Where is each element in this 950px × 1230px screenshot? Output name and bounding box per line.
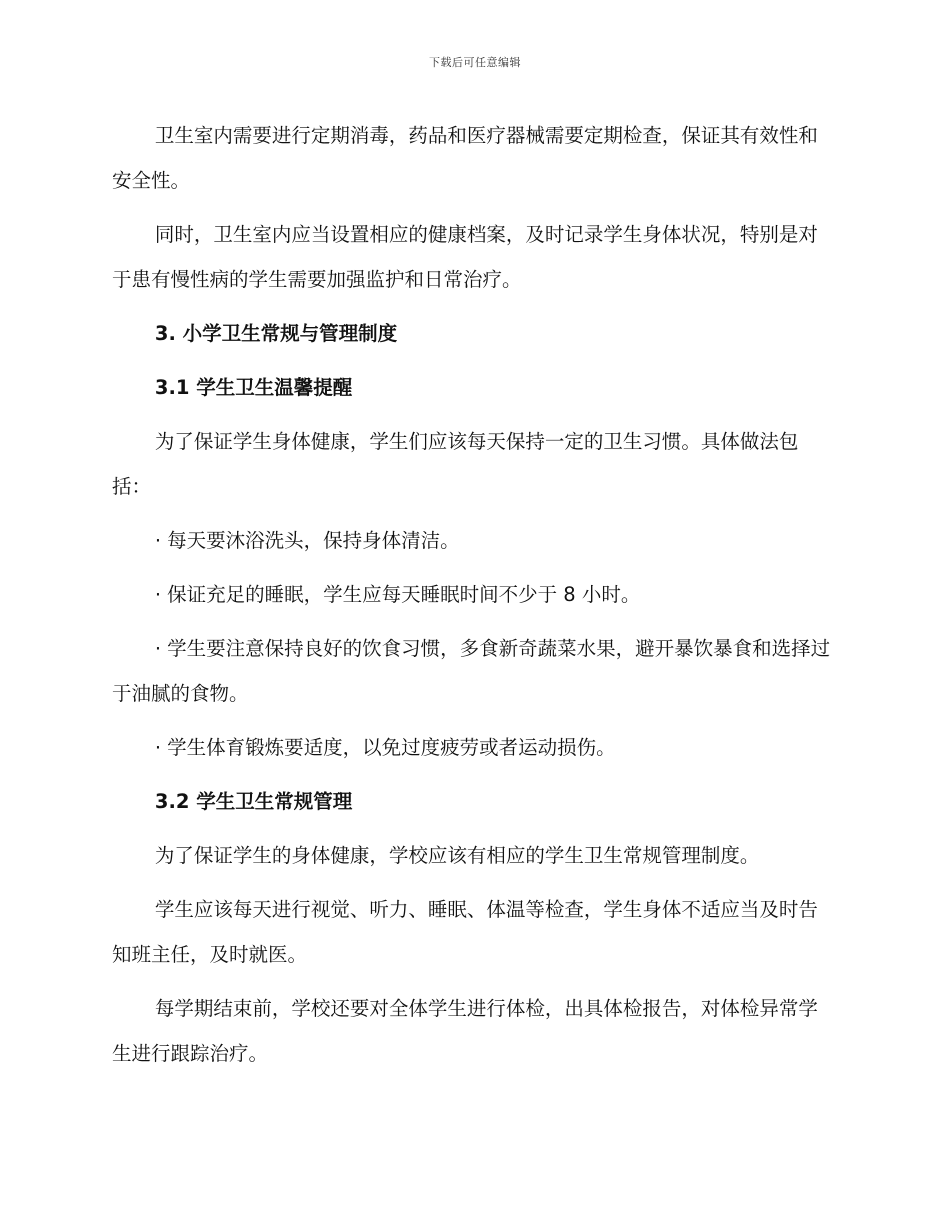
subsection-heading-3-1: 3.1 学生卫生温馨提醒 — [154, 376, 353, 399]
bullet-dot-icon: · — [154, 529, 162, 552]
paragraph-management-system: 为了保证学生的身体健康，学校应该有相应的学生卫生常规管理制度。 — [154, 844, 760, 867]
bullet-text: 每天要沐浴洗头，保持身体清洁。 — [167, 529, 460, 552]
bullet-item — [112, 626, 832, 716]
bullet-dot-icon: · — [154, 583, 162, 606]
bullet-text: 学生要注意保持良好的饮食习惯，多食新奇蔬菜水果，避开暴饮暴食和选择过于油腻的食物。 — [112, 637, 831, 705]
paragraph-disinfection: 卫生室内需要进行定期消毒，药品和医疗器械需要定期检查，保证其有效性和安全性。 — [112, 124, 818, 192]
bullet-item — [112, 572, 832, 617]
paragraph-hygiene-habits: 为了保证学生身体健康，学生们应该每天保持一定的卫生习惯。具体做法包括： — [112, 430, 799, 498]
bullet-text: 保证充足的睡眠，学生应每天睡眠时间不少于 8 小时。 — [167, 583, 641, 606]
paragraph-daily-checks: 学生应该每天进行视觉、听力、睡眠、体温等检查，学生身体不适应当及时告知班主任，及时就医。 — [112, 898, 818, 966]
bullet-item — [112, 725, 832, 770]
bullet-text: 学生体育锻炼要适度，以免过度疲劳或者运动损伤。 — [167, 736, 616, 759]
section-heading-3: 3. 小学卫生常规与管理制度 — [154, 322, 398, 345]
bullet-dot-icon: · — [154, 736, 162, 759]
page-header-note: 下载后可任意编辑 — [429, 56, 521, 69]
document-body — [112, 113, 832, 1085]
paragraph-health-records: 同时，卫生室内应当设置相应的健康档案，及时记录学生身体状况，特别是对于患有慢性病的学生需要加强监护和日常治疗。 — [112, 223, 818, 291]
bullet-dot-icon: · — [154, 637, 162, 660]
subsection-heading-3-2: 3.2 学生卫生常规管理 — [154, 790, 353, 813]
paragraph-semester-exam: 每学期结束前，学校还要对全体学生进行体检，出具体检报告，对体检异常学生进行跟踪治疗。 — [112, 997, 818, 1065]
bullet-item — [112, 518, 832, 563]
